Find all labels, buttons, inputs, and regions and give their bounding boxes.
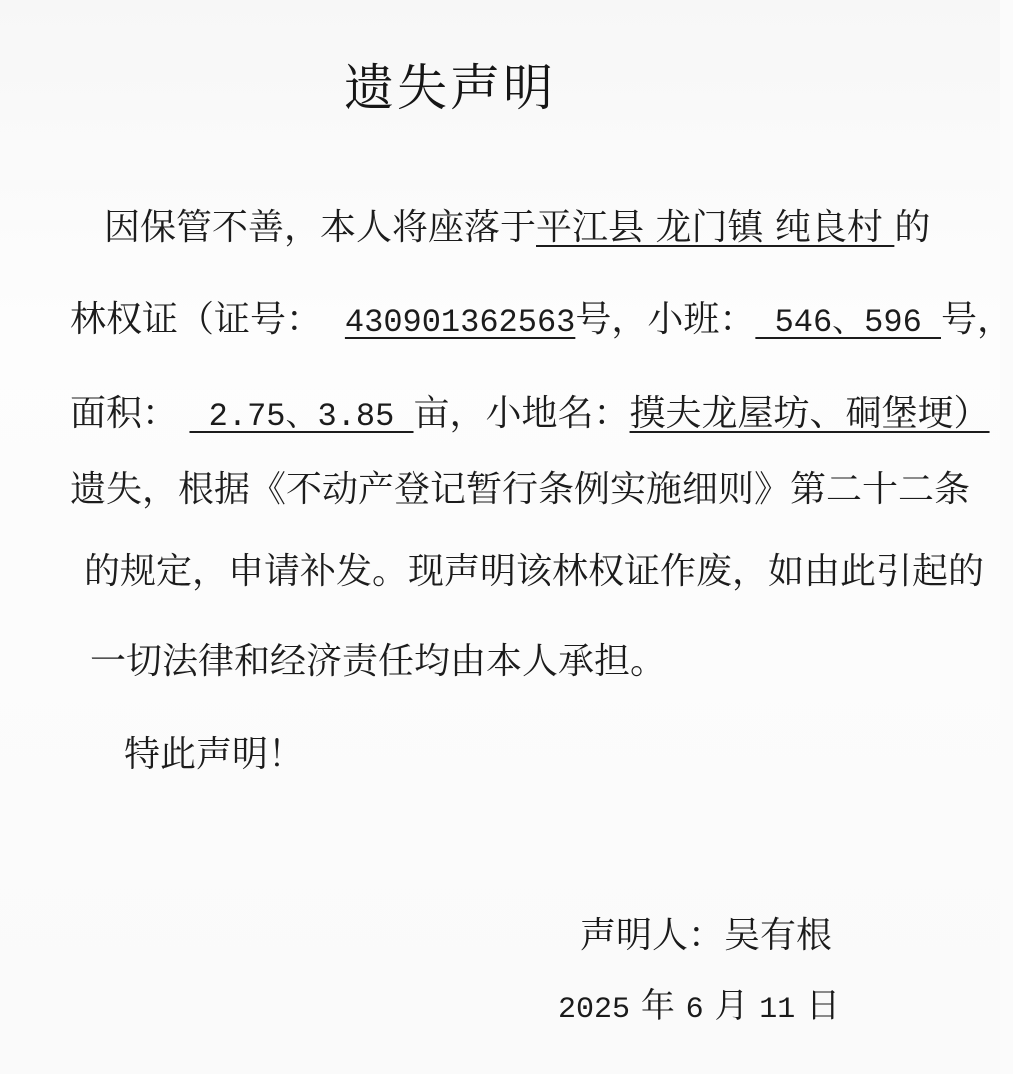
line1-suffix: 的 <box>894 207 931 248</box>
paragraph-line-6: 一切法律和经济责任均由本人承担。 <box>90 641 667 682</box>
line3-middle: 亩，小地名： <box>413 393 630 434</box>
paragraph-line-4: 遗失，根据《不动产登记暂行条例实施细则》第二十二条 <box>70 469 971 510</box>
location-field: 平江县 龙门镇 纯良村 <box>536 207 895 248</box>
date-month: 6 <box>685 993 704 1027</box>
area-field: 2.75、3.85 <box>189 398 414 435</box>
paragraph-line-2 <box>70 298 1013 345</box>
date-year-unit: 年 <box>630 986 686 1026</box>
date-month-unit: 月 <box>703 986 760 1026</box>
signer-name: 吴有根 <box>724 915 833 956</box>
certificate-number-field: 430901362563 <box>344 304 576 341</box>
date-day-unit: 日 <box>795 986 841 1026</box>
line2-suffix: 号， <box>941 299 1013 340</box>
plot-number-field: 546、596 <box>755 304 941 341</box>
line2-prefix: 林权证（证号： <box>70 299 323 340</box>
page-title: 遗失声明 <box>344 59 556 117</box>
date-line <box>558 984 840 1032</box>
date-day: 11 <box>759 993 796 1027</box>
paragraph-line-3 <box>70 392 990 439</box>
paragraph-line-5: 的规定，申请补发。现声明该林权证作废，如由此引起的 <box>84 551 985 592</box>
line3-prefix: 面积： <box>70 393 179 434</box>
date-year: 2025 <box>558 993 631 1027</box>
line1-prefix: 因保管不善，本人将座落于 <box>104 207 537 248</box>
closing-statement: 特此声明！ <box>124 734 305 775</box>
place-name-field: 摸夫龙屋坊、硐堡埂） <box>629 393 990 434</box>
signer-block <box>580 914 832 958</box>
line2-middle: 号，小班： <box>575 299 756 340</box>
signer-label: 声明人： <box>580 915 725 956</box>
paragraph-line-1 <box>104 206 930 250</box>
